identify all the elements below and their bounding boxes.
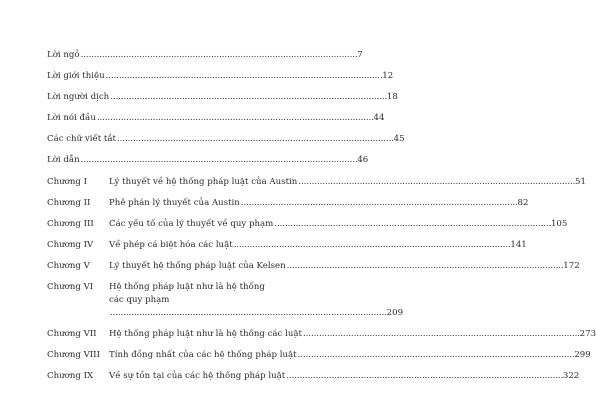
chapter-page: 172 [563,261,580,271]
entry-label: Lời giới thiệu [47,71,105,81]
chapter-entry[interactable] [47,177,586,187]
toc-entry[interactable] [47,155,369,176]
entry-page: 46 [357,155,369,165]
entry-label: Lời người dịch [47,92,110,102]
toc-entry[interactable] [47,71,394,92]
chapter-number: Chương V [47,261,90,271]
dot-leader [298,177,574,187]
chapter-entry[interactable] [47,350,591,360]
chapter-page: 273 [579,329,596,339]
dot-leader [81,155,357,165]
dot-leader [303,329,579,339]
chapter-page: 299 [574,350,591,360]
dot-leader [241,198,517,208]
chapter-page: 82 [517,198,529,208]
entry-page: 18 [386,92,398,102]
chapter-entry[interactable] [47,240,527,250]
toc-entry[interactable] [47,113,385,134]
chapter-page: 105 [550,219,568,229]
dot-leader [274,219,550,229]
chapter-entry[interactable] [47,219,568,229]
chapter-page: 51 [574,177,586,187]
entry-label: Lời nói đầu [47,113,96,123]
chapter-title: Về sự tồn tại của các hệ thống pháp luật [109,371,286,381]
chapter-entry[interactable] [47,329,596,339]
entry-page: 45 [393,134,405,144]
dot-leader [117,134,393,144]
chapter-number: Chương VI [47,282,94,292]
dot-leader [106,71,382,81]
chapter-title: Phê phán lý thuyết của Austin [109,198,240,208]
dot-leader [298,350,574,360]
dot-leader [97,113,373,123]
chapter-title: Về phép cá biệt hóa các luật [109,240,233,250]
chapter-number: Chương VIII [47,350,100,360]
chapter-entry[interactable] [47,282,404,318]
chapter-number: Chương I [47,177,87,187]
chapter-title-line1: Hệ thống pháp luật như là hệ thống [109,282,265,292]
toc-entry[interactable] [47,134,405,155]
dot-leader [110,92,386,102]
chapter-title-line2: các quy phạm [109,295,170,305]
entry-label: Lời ngỏ [47,50,80,60]
dot-leader [286,371,562,381]
chapter-entry[interactable] [47,261,580,271]
dot-leader [234,240,510,250]
dot-leader [81,50,357,60]
toc-entry[interactable] [47,50,363,71]
chapter-title: Lý thuyết về hệ thống pháp luật của Austin [109,177,298,187]
chapter-number: Chương VII [47,329,97,339]
chapter-page: 322 [562,371,580,381]
chapter-number: Chương II [47,198,91,208]
chapter-title: Hệ thống pháp luật như là hệ thống các luật [109,329,302,339]
chapter-title: Tính đồng nhất của các hệ thống pháp luật [109,350,297,360]
entry-label: Các chữ viết tắt [47,134,116,144]
chapter-list [47,177,596,392]
dot-leader [287,261,563,271]
entry-label: Lời dẫn [47,155,80,165]
entry-page: 12 [382,71,394,81]
chapter-entry[interactable] [47,198,529,208]
front-matter-list [47,50,405,176]
chapter-page: 209 [386,308,404,318]
chapter-title: Lý thuyết hệ thống pháp luật của Kelsen [109,261,286,271]
entry-page: 44 [373,113,385,123]
chapter-number: Chương IV [47,240,94,250]
chapter-number: Chương III [47,219,94,229]
entry-page: 7 [357,50,363,60]
dot-leader [110,308,386,318]
chapter-page: 141 [510,240,527,250]
toc-entry[interactable] [47,92,398,113]
chapter-entry[interactable] [47,371,580,381]
chapter-number: Chương IX [47,371,94,381]
chapter-title: Các yếu tố của lý thuyết về quy phạm [109,219,274,229]
